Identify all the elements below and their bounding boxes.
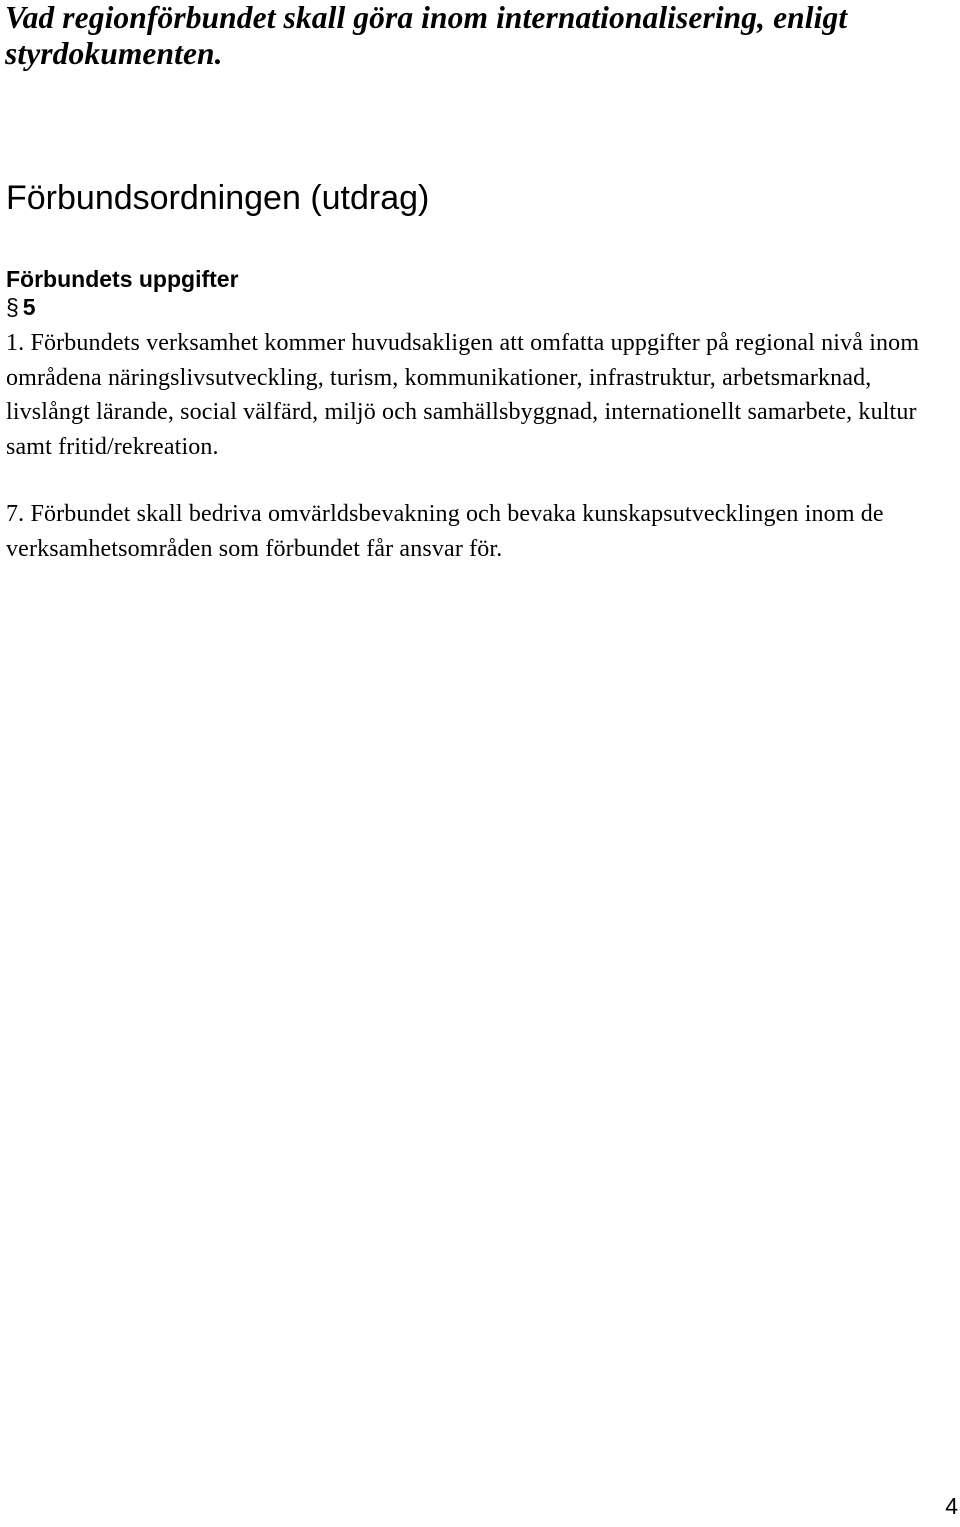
section-sign: §	[6, 294, 19, 320]
paragraph-reference	[6, 292, 36, 322]
document-title: Vad regionförbundet skall göra inom internationalisering, enligt styrdokumenten.	[5, 0, 848, 71]
page-number: 4	[945, 1493, 958, 1519]
sub-heading: Förbundets uppgifter	[6, 266, 239, 292]
paragraph-item-1: 1. Förbundets verksamhet kommer huvudsakligen att omfatta uppgifter på regional nivå inom områdena näringslivsutveckling, turism, kommunikationer, infrastruktur, arbetsmarknad, livslångt lärande, social välfärd, miljö och samhällsbyggnad, internationellt samarbete, kultur samt fritid/rekreation.	[6, 330, 920, 460]
paragraph-item-7: 7. Förbundet skall bedriva omvärldsbevakning och bevaka kunskapsutvecklingen inom de verksamhetsområden som förbundet får ansvar för.	[6, 501, 884, 562]
paragraph-number: 5	[22, 294, 36, 320]
section-heading: Förbundsordningen (utdrag)	[6, 179, 430, 217]
